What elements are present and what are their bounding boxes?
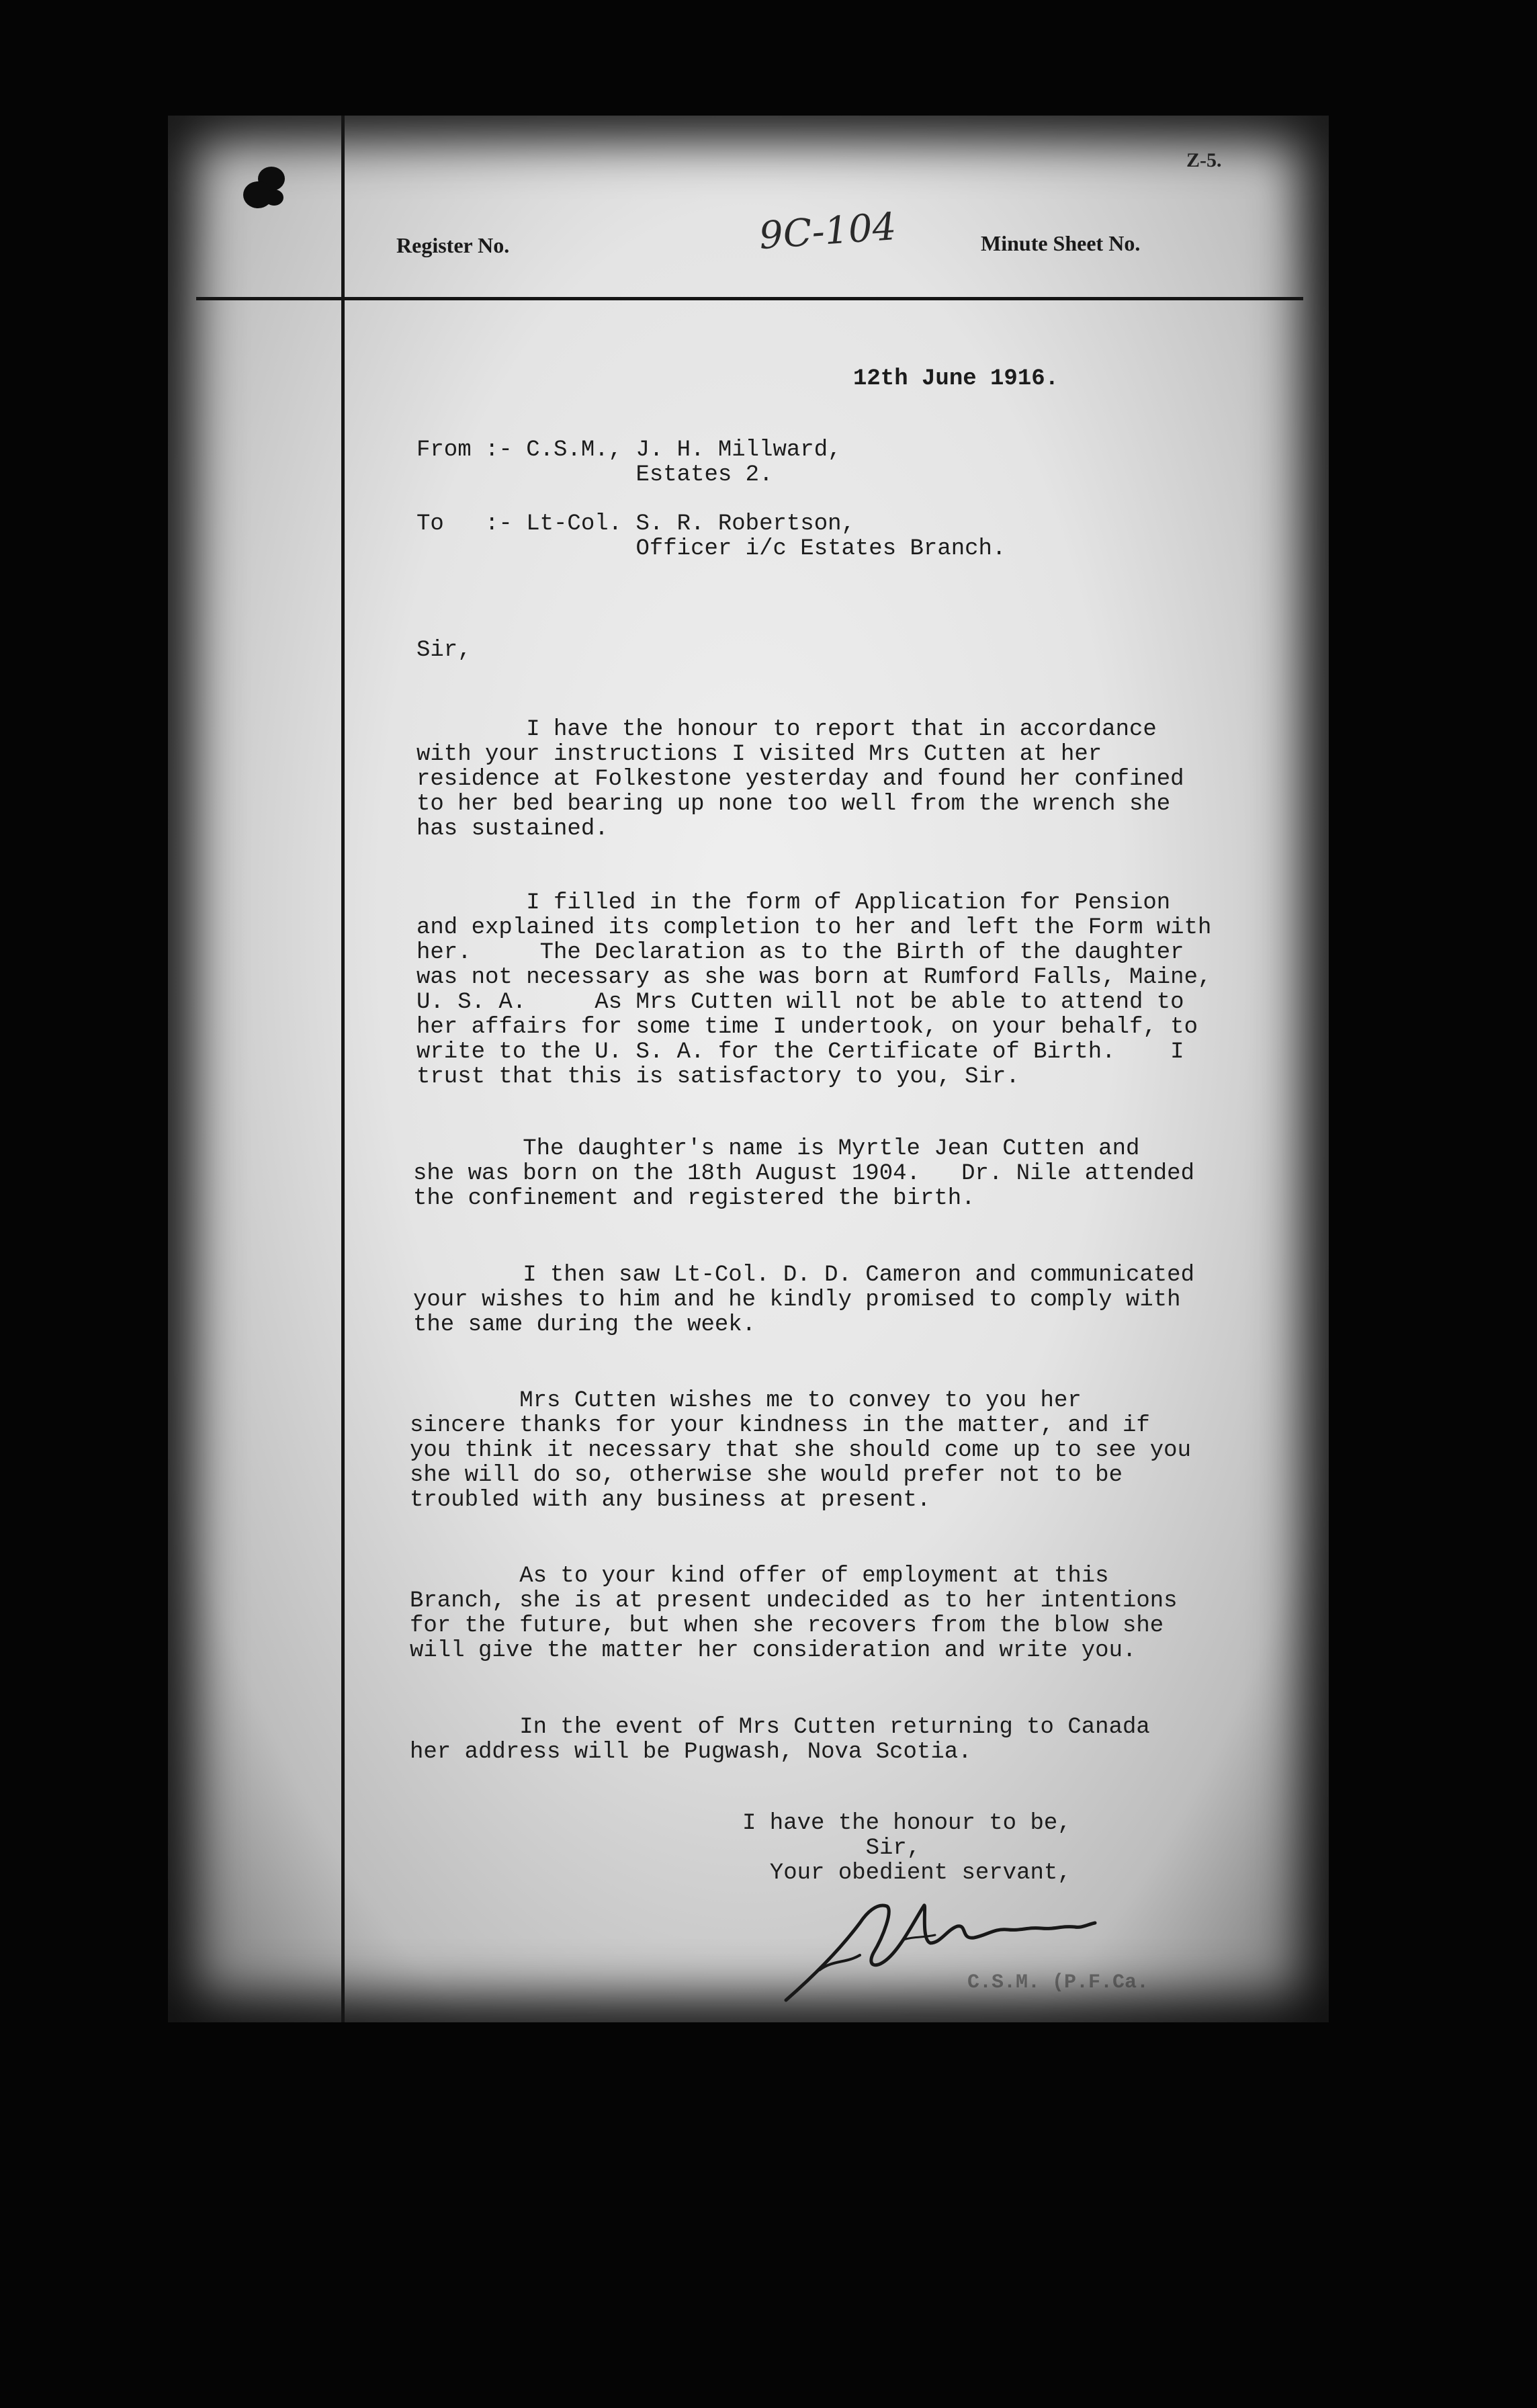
- letter-sheet: [168, 116, 1329, 2022]
- paragraph-4: I then saw Lt-Col. D. D. Cameron and communicated your wishes to him and he kindly promised to comply with the same during the week.: [413, 1262, 1194, 1338]
- paragraph-7: In the event of Mrs Cutten returning to Canada her address will be Pugwash, Nova Scotia.: [410, 1715, 1150, 1765]
- signature-rank-line: C.S.M. (P.F.Ca.: [967, 1971, 1149, 1994]
- to-block: To :- Lt-Col. S. R. Robertson, Officer i/c Estates Branch.: [416, 511, 1006, 562]
- paragraph-6: As to your kind offer of employment at this Branch, she is at present undecided as to her intentions for the future, but when she recovers from the blow she will give the matter her consideration and write you.: [410, 1563, 1178, 1664]
- minute-sheet-label: Minute Sheet No.: [981, 231, 1141, 255]
- paragraph-1: I have the honour to report that in accordance with your instructions I visited Mrs Cutten at her residence at Folkestone yesterday and found her confined to her bed bearing up none too well from the wrench she has sustained.: [416, 717, 1184, 842]
- paragraph-3: The daughter's name is Myrtle Jean Cutten and she was born on the 18th August 1904. Dr. Nile attended the confinement and registered the birth.: [413, 1136, 1194, 1211]
- form-code: Z-5.: [1186, 149, 1222, 171]
- salutation: Sir,: [416, 638, 472, 663]
- margin-rule-vertical: [341, 116, 345, 2022]
- paragraph-5: Mrs Cutten wishes me to convey to you her sincere thanks for your kindness in the matter, and if you think it necessary that she should come up to see you she will do so, otherwise she would prefer not to be troubled with any business at present.: [410, 1388, 1191, 1513]
- from-block: From :- C.S.M., J. H. Millward, Estates 2.: [416, 437, 842, 488]
- closing: I have the honour to be, Sir, Your obedient servant,: [742, 1811, 1071, 1886]
- register-number-label: Register No.: [396, 233, 510, 257]
- paragraph-2: I filled in the form of Application for Pension and explained its completion to her and left the Form with her. The Declaration as to the Birth of the daughter was not necessary as she was born at Rumford Falls, Maine, U. S. A. As Mrs Cutten will not be able to attend to her affairs for some time I undertook, on your behalf, to write to the U. S. A. for the Certificate of Birth. I trust that this is satisfactory to you, Sir.: [416, 890, 1212, 1090]
- letter-date: 12th June 1916.: [853, 366, 1059, 392]
- header-rule-horizontal: [196, 297, 1303, 300]
- ink-blot: [236, 160, 297, 220]
- register-number-handwritten: 9C-104: [757, 204, 898, 259]
